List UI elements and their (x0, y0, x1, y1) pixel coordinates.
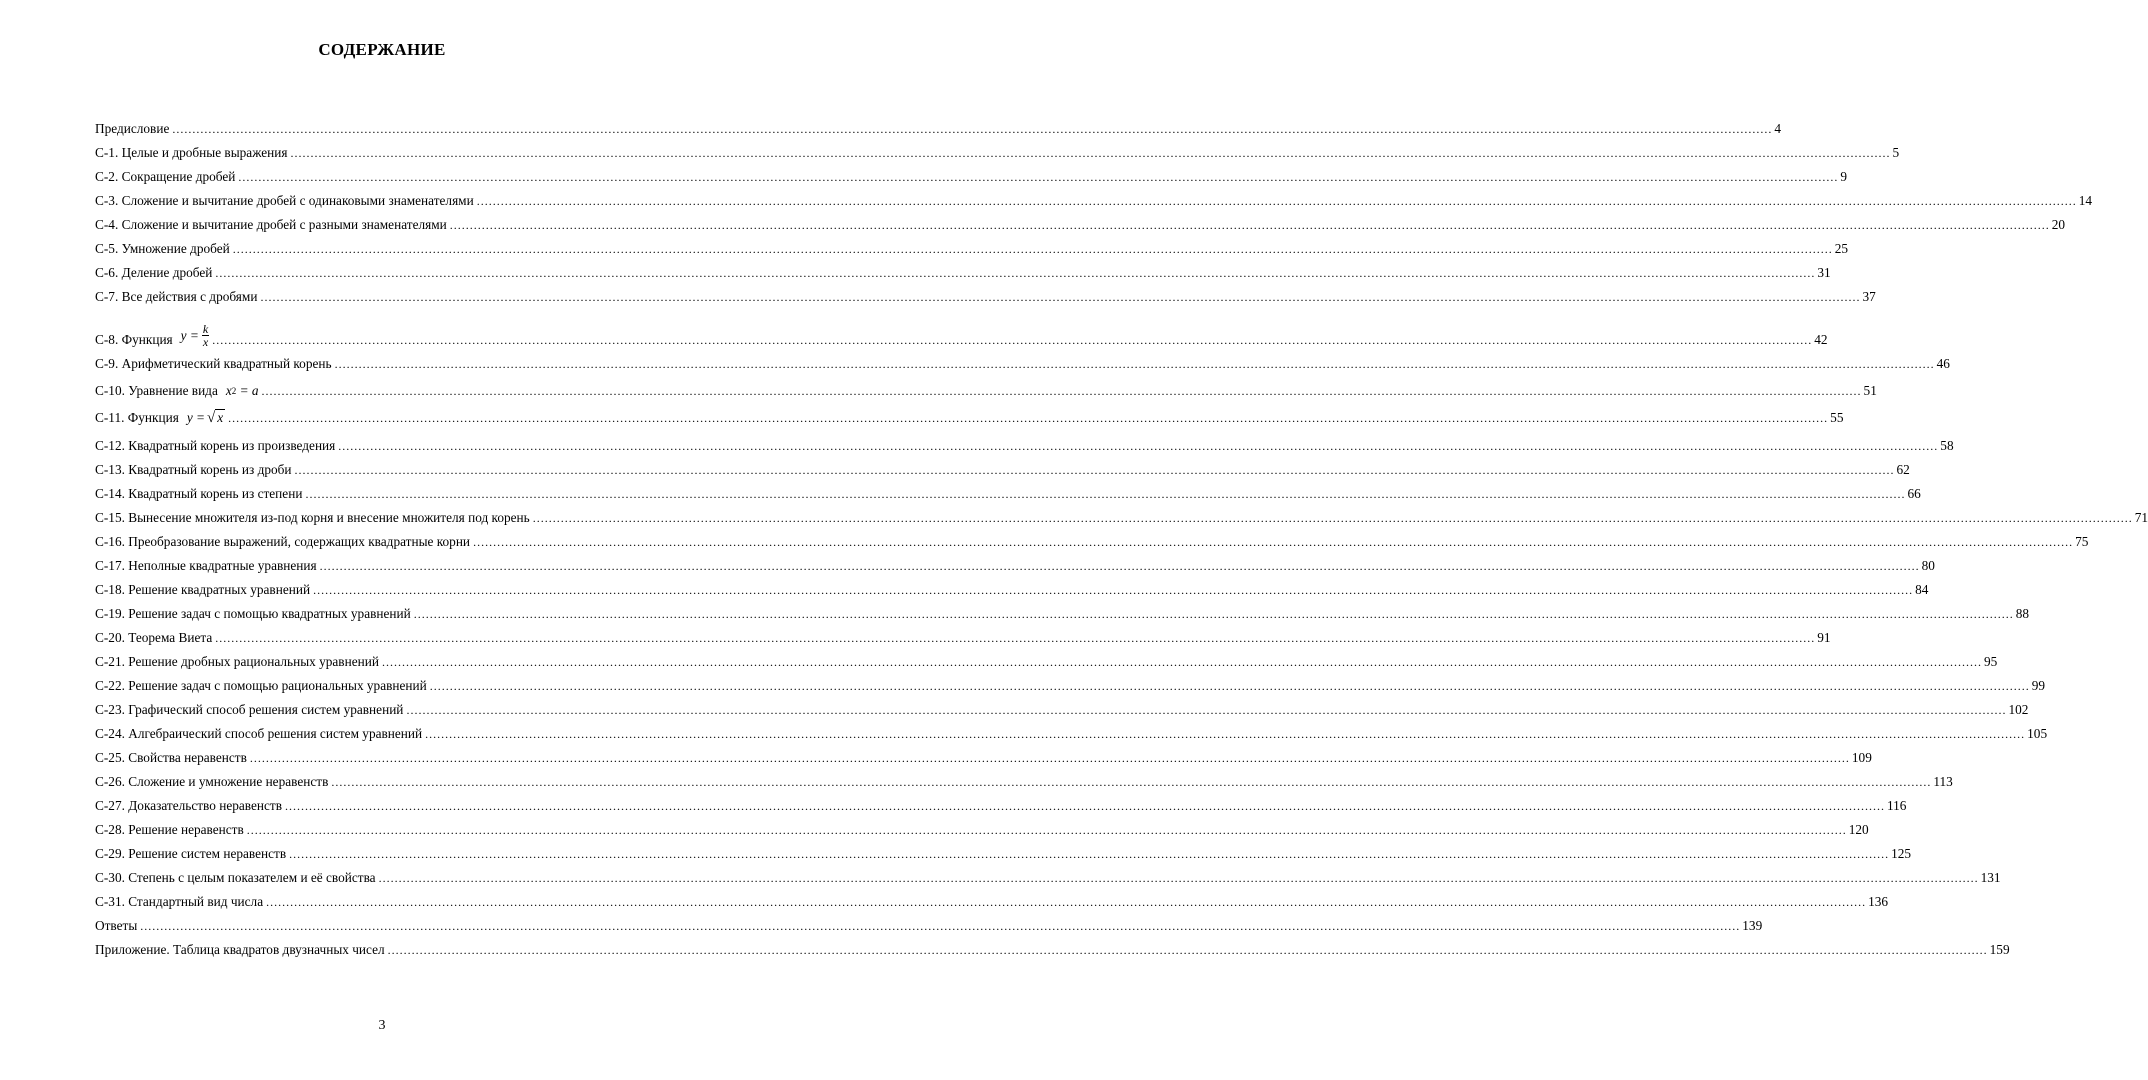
toc-entry-page: 31 (1817, 265, 1831, 280)
toc-entry-page: 109 (1851, 750, 1872, 765)
toc-entry-page: 55 (1830, 410, 1844, 425)
toc-leader-dots: ................................................................................................................................................................................................................................................................................................................................................................................................................ (319, 559, 1920, 573)
toc-entry-page: 14 (2078, 193, 2093, 208)
toc-leader-dots: ................................................................................................................................................................................................................................................................................................................................................................................................................ (473, 535, 2074, 549)
toc-entry-formula: y = $\frac{k}{x}$ (180, 322, 209, 349)
toc-entry[interactable] (95, 287, 1876, 305)
toc-entry[interactable] (95, 532, 2089, 550)
toc-entry-page: 80 (1921, 558, 1935, 573)
toc-entry-page: 4 (1774, 121, 1781, 136)
toc-leader-dots: ................................................................................................................................................................................................................................................................................................................................................................................................................ (285, 799, 1885, 813)
toc-entry-label: С-10. Уравнение вида (95, 383, 218, 398)
toc-entry[interactable] (95, 167, 1848, 185)
toc-entry-page: 91 (1817, 630, 1831, 645)
toc-entry-label: С-17. Неполные квадратные уравнения (95, 558, 317, 573)
toc-entry-formula: y = √ x (186, 409, 224, 426)
toc-entry-page: 71 (2134, 510, 2148, 525)
toc-leader-dots: ................................................................................................................................................................................................................................................................................................................................................................................................................ (289, 847, 1890, 861)
page-title: СОДЕРЖАНИЕ (318, 40, 446, 59)
toc-entry[interactable] (95, 239, 1849, 257)
toc-leader-dots: ................................................................................................................................................................................................................................................................................................................................................................................................................ (338, 439, 1939, 453)
toc-entry-page: 131 (1980, 870, 2001, 885)
toc-entry-formula: x 2 = a (225, 383, 259, 398)
toc-leader-dots: ................................................................................................................................................................................................................................................................................................................................................................................................................ (406, 703, 2007, 717)
toc-leader-dots: ................................................................................................................................................................................................................................................................................................................................................................................................................ (261, 384, 1862, 398)
toc-leader-dots: ................................................................................................................................................................................................................................................................................................................................................................................................................ (238, 170, 1839, 184)
toc-entry-label: С-30. Степень с целым показателем и её свойства (95, 870, 376, 885)
toc-entry[interactable] (95, 436, 1954, 454)
toc-leader-dots: ................................................................................................................................................................................................................................................................................................................................................................................................................ (232, 242, 1833, 256)
toc-leader-dots: ................................................................................................................................................................................................................................................................................................................................................................................................................ (449, 218, 2050, 232)
toc-entry[interactable] (95, 460, 1910, 478)
toc-leader-dots: ................................................................................................................................................................................................................................................................................................................................................................................................................ (215, 266, 1816, 280)
toc-leader-dots: ................................................................................................................................................................................................................................................................................................................................................................................................................ (246, 823, 1847, 837)
toc-entry-label: С-25. Свойства неравенств (95, 750, 247, 765)
toc-entry-page: 51 (1863, 383, 1877, 398)
toc-leader-dots: ................................................................................................................................................................................................................................................................................................................................................................................................................ (290, 146, 1891, 160)
toc-entry-label: Ответы (95, 918, 138, 933)
toc-leader-dots: ................................................................................................................................................................................................................................................................................................................................................................................................................ (381, 655, 1982, 669)
toc-entry[interactable] (95, 748, 1872, 766)
toc-entry-page: 25 (1834, 241, 1849, 256)
toc-leader-dots: ................................................................................................................................................................................................................................................................................................................................................................................................................ (334, 357, 1935, 371)
toc-entry-page: 37 (1862, 289, 1876, 304)
toc-entry-page: 62 (1896, 462, 1910, 477)
toc-entry-label: С-18. Решение квадратных уравнений (95, 582, 311, 597)
toc-entry-page: 116 (1887, 798, 1907, 813)
toc-entry-label: С-24. Алгебраический способ решения систем уравнений (95, 726, 423, 741)
toc-entry[interactable] (95, 676, 2046, 694)
toc-entry-label: С-11. Функция (95, 410, 179, 425)
toc-leader-dots: ................................................................................................................................................................................................................................................................................................................................................................................................................ (260, 290, 1861, 304)
page-number: 3 (378, 1018, 386, 1033)
toc-entry[interactable] (95, 772, 1953, 790)
toc-leader-dots: ................................................................................................................................................................................................................................................................................................................................................................................................................ (140, 919, 1741, 933)
toc-entry[interactable] (95, 354, 1950, 372)
toc-entry-page: 139 (1742, 918, 1763, 933)
toc-entry[interactable] (95, 119, 1781, 137)
toc-entry-page: 75 (2075, 534, 2089, 549)
toc-entry[interactable] (95, 318, 1828, 349)
toc-leader-dots: ................................................................................................................................................................................................................................................................................................................................................................................................................ (378, 871, 1979, 885)
toc-entry[interactable] (95, 580, 1929, 598)
toc-entry-label: Приложение. Таблица квадратов двузначных чисел (95, 942, 385, 957)
toc-entry-page: 84 (1915, 582, 1929, 597)
toc-entry-page: 102 (2008, 702, 2029, 717)
toc-entry-page: 113 (1933, 774, 1953, 789)
toc-entry[interactable] (95, 508, 2148, 526)
toc-entry-label: С-13. Квадратный корень из дроби (95, 462, 292, 477)
toc-entry[interactable] (95, 700, 2029, 718)
toc-entry-label: С-9. Арифметический квадратный корень (95, 356, 332, 371)
toc-entry[interactable] (95, 408, 1844, 426)
toc-entry-page: 125 (1891, 846, 1912, 861)
toc-entry-label: С-22. Решение задач с помощью рациональных уравнений (95, 678, 427, 693)
toc-entry-page: 95 (1983, 654, 1998, 669)
toc-entry-page: 99 (2031, 678, 2046, 693)
toc-entry[interactable] (95, 143, 1900, 161)
toc-entry[interactable] (95, 556, 1935, 574)
toc-leader-dots: ................................................................................................................................................................................................................................................................................................................................................................................................................ (249, 751, 1850, 765)
toc-entry-label: С-12. Квадратный корень из произведения (95, 438, 336, 453)
toc-entry-label: С-14. Квадратный корень из степени (95, 486, 303, 501)
toc-entry-page: 105 (2027, 726, 2048, 741)
toc-entry-page: 9 (1840, 169, 1848, 184)
toc-entry[interactable] (95, 652, 1998, 670)
toc-entry-label: С-8. Функция (95, 332, 173, 347)
toc-leader-dots: ................................................................................................................................................................................................................................................................................................................................................................................................................ (228, 411, 1829, 425)
toc-entry-page: 20 (2051, 217, 2066, 232)
toc-entry-label: С-15. Вынесение множителя из-под корня и внесение множителя под корень (95, 510, 530, 525)
toc-entry-label: С-28. Решение неравенств (95, 822, 244, 837)
toc-entry-page: 46 (1936, 356, 1950, 371)
toc-leader-dots: ................................................................................................................................................................................................................................................................................................................................................................................................................ (212, 333, 1813, 347)
toc-leader-dots: ................................................................................................................................................................................................................................................................................................................................................................................................................ (331, 775, 1932, 789)
toc-leader-dots: ................................................................................................................................................................................................................................................................................................................................................................................................................ (294, 463, 1895, 477)
toc-entry-label: С-7. Все действия с дробями (95, 289, 258, 304)
toc-leader-dots: ................................................................................................................................................................................................................................................................................................................................................................................................................ (266, 895, 1867, 909)
toc-entry-label: С-26. Сложение и умножение неравенств (95, 774, 329, 789)
toc-entry[interactable] (95, 796, 1907, 814)
toc-leader-dots: ................................................................................................................................................................................................................................................................................................................................................................................................................ (313, 583, 1914, 597)
toc-entry[interactable] (95, 820, 1869, 838)
toc-entry-label: С-21. Решение дробных рациональных уравнений (95, 654, 379, 669)
toc-entry-label: С-20. Теорема Виета (95, 630, 213, 645)
toc-entry-label: С-5. Умножение дробей (95, 241, 230, 256)
toc-entry-label: С-3. Сложение и вычитание дробей с одинаковыми знаменателями (95, 193, 474, 208)
toc-leader-dots: ................................................................................................................................................................................................................................................................................................................................................................................................................ (387, 943, 1988, 957)
toc-entry[interactable] (95, 916, 1763, 934)
toc-entry-page: 120 (1848, 822, 1869, 837)
toc-leader-dots: ................................................................................................................................................................................................................................................................................................................................................................................................................ (215, 631, 1816, 645)
toc-entry[interactable] (95, 191, 2093, 209)
toc-entry[interactable] (95, 724, 2048, 742)
toc-entry-label: С-4. Сложение и вычитание дробей с разными знаменателями (95, 217, 447, 232)
toc-leader-dots: ................................................................................................................................................................................................................................................................................................................................................................................................................ (305, 487, 1906, 501)
toc-entry-page: 88 (2015, 606, 2030, 621)
toc-entry-label: С-2. Сокращение дробей (95, 169, 236, 184)
toc-entry[interactable] (95, 892, 1889, 910)
toc-leader-dots: ................................................................................................................................................................................................................................................................................................................................................................................................................ (476, 194, 2077, 208)
toc-leader-dots: ................................................................................................................................................................................................................................................................................................................................................................................................................ (172, 122, 1773, 136)
toc-entry-page: 58 (1940, 438, 1954, 453)
toc-entry-label: С-27. Доказательство неравенств (95, 798, 282, 813)
toc-leader-dots: ................................................................................................................................................................................................................................................................................................................................................................................................................ (425, 727, 2026, 741)
toc-leader-dots: ................................................................................................................................................................................................................................................................................................................................................................................................................ (413, 607, 2014, 621)
toc-entry[interactable] (95, 868, 2001, 886)
toc-entry-label: С-23. Графический способ решения систем уравнений (95, 702, 404, 717)
toc-entry-label: С-19. Решение задач с помощью квадратных уравнений (95, 606, 411, 621)
toc-entry-page: 136 (1868, 894, 1889, 909)
toc-entry[interactable] (95, 215, 2066, 233)
toc-entry-label: С-16. Преобразование выражений, содержащих квадратные корни (95, 534, 471, 549)
toc-entry[interactable] (95, 604, 2030, 622)
toc-entry[interactable] (95, 381, 1877, 399)
toc-entry-label: Предисловие (95, 121, 170, 136)
toc-entry-page: 66 (1907, 486, 1921, 501)
toc-entry-page: 42 (1814, 332, 1828, 347)
toc-entry-page: 159 (1989, 942, 2010, 957)
toc-entry-label: С-1. Целые и дробные выражения (95, 145, 288, 160)
toc-entry-label: С-6. Деление дробей (95, 265, 213, 280)
toc-entry[interactable] (95, 263, 1831, 281)
toc-entry-label: С-29. Решение систем неравенств (95, 846, 287, 861)
toc-entry-page: 5 (1892, 145, 1900, 160)
toc-leader-dots: ................................................................................................................................................................................................................................................................................................................................................................................................................ (532, 511, 2133, 525)
toc-entry[interactable] (95, 844, 1912, 862)
toc-leader-dots: ................................................................................................................................................................................................................................................................................................................................................................................................................ (429, 679, 2030, 693)
toc-entry[interactable] (95, 484, 1921, 502)
toc-entry-label: С-31. Стандартный вид числа (95, 894, 264, 909)
toc-entry[interactable] (95, 628, 1831, 646)
toc-entry[interactable] (95, 940, 2010, 958)
